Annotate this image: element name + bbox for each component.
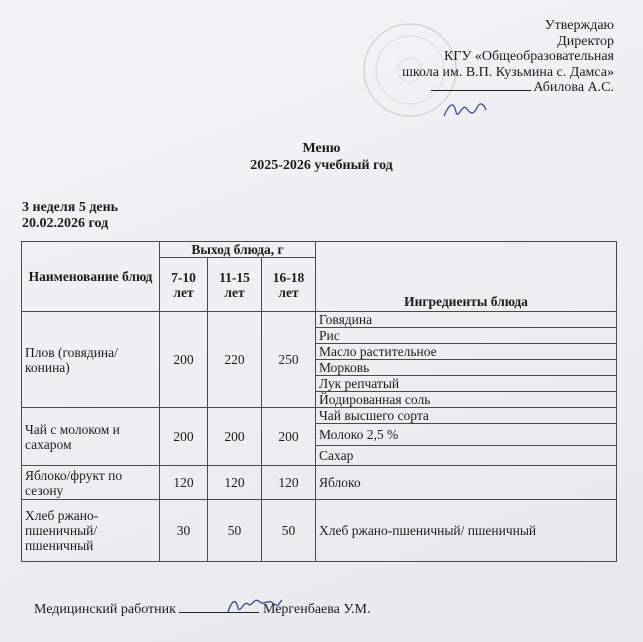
ingredient: Лук репчатый <box>316 376 617 392</box>
approval-signer: Абилова А.С. <box>533 80 614 95</box>
dish-output-16-18: 250 <box>262 312 316 408</box>
ingredient: Говядина <box>316 312 617 328</box>
menu-title-line1: Меню <box>302 141 341 156</box>
dish-name: Плов (говядина/конина) <box>22 312 160 408</box>
approval-org-line1: КГУ «Общеобразовательная <box>444 49 614 64</box>
week-day: 3 неделя 5 день <box>22 200 119 215</box>
ingredient: Яблоко <box>316 466 617 500</box>
menu-title <box>0 140 643 174</box>
footer-role: Медицинский работник <box>34 602 176 617</box>
ingredient: Хлеб ржано-пшеничный/ пшеничный <box>316 500 617 562</box>
dish-output-11-15: 200 <box>208 408 262 466</box>
ingredient: Молоко 2,5 % <box>316 424 617 446</box>
approval-title: Утверждаю <box>544 18 614 33</box>
dish-name: Чай с молоком и сахаром <box>22 408 160 466</box>
dish-output-16-18: 200 <box>262 408 316 466</box>
ingredient: Рис <box>316 328 617 344</box>
approval-signer-line <box>402 80 614 96</box>
signature-line <box>431 80 531 91</box>
director-signature-icon <box>440 98 490 124</box>
week-info <box>22 200 118 232</box>
approval-org-line2: школа им. В.П. Кузьмина с. Дамса» <box>402 64 614 80</box>
dish-output-11-15: 50 <box>208 500 262 562</box>
header-dish-name: Наименование блюд <box>22 242 160 312</box>
dish-output-7-10: 200 <box>160 408 208 466</box>
signature-line <box>179 602 259 613</box>
approval-position: Директор <box>557 33 614 49</box>
ingredient: Морковь <box>316 360 617 376</box>
menu-table <box>21 241 617 562</box>
dish-output-7-10: 200 <box>160 312 208 408</box>
dish-output-11-15: 120 <box>208 466 262 500</box>
dish-output-16-18: 120 <box>262 466 316 500</box>
week-date: 20.02.2026 год <box>22 216 109 231</box>
dish-output-11-15: 220 <box>208 312 262 408</box>
menu-title-line2: 2025-2026 учебный год <box>250 158 393 173</box>
ingredient: Масло растительное <box>316 344 617 360</box>
dish-output-7-10: 120 <box>160 466 208 500</box>
header-ingredients: Ингредиенты блюда <box>316 242 617 312</box>
footer-signer: Мергенбаева У.М. <box>262 602 371 617</box>
ingredient: Йодированная соль <box>316 392 617 408</box>
dish-output-7-10: 30 <box>160 500 208 562</box>
header-age-7-10: 7-10 лет <box>160 258 208 312</box>
footer-signature <box>34 602 370 618</box>
dish-name: Хлеб ржано-пшеничный/ пшеничный <box>22 500 160 562</box>
dish-output-16-18: 50 <box>262 500 316 562</box>
header-output: Выход блюда, г <box>160 242 316 258</box>
header-age-11-15: 11-15 лет <box>208 258 262 312</box>
ingredient: Чай высшего сорта <box>316 408 617 424</box>
approval-block <box>402 18 614 96</box>
header-age-16-18: 16-18 лет <box>262 258 316 312</box>
ingredient: Сахар <box>316 446 617 466</box>
dish-name: Яблоко/фрукт по сезону <box>22 466 160 500</box>
